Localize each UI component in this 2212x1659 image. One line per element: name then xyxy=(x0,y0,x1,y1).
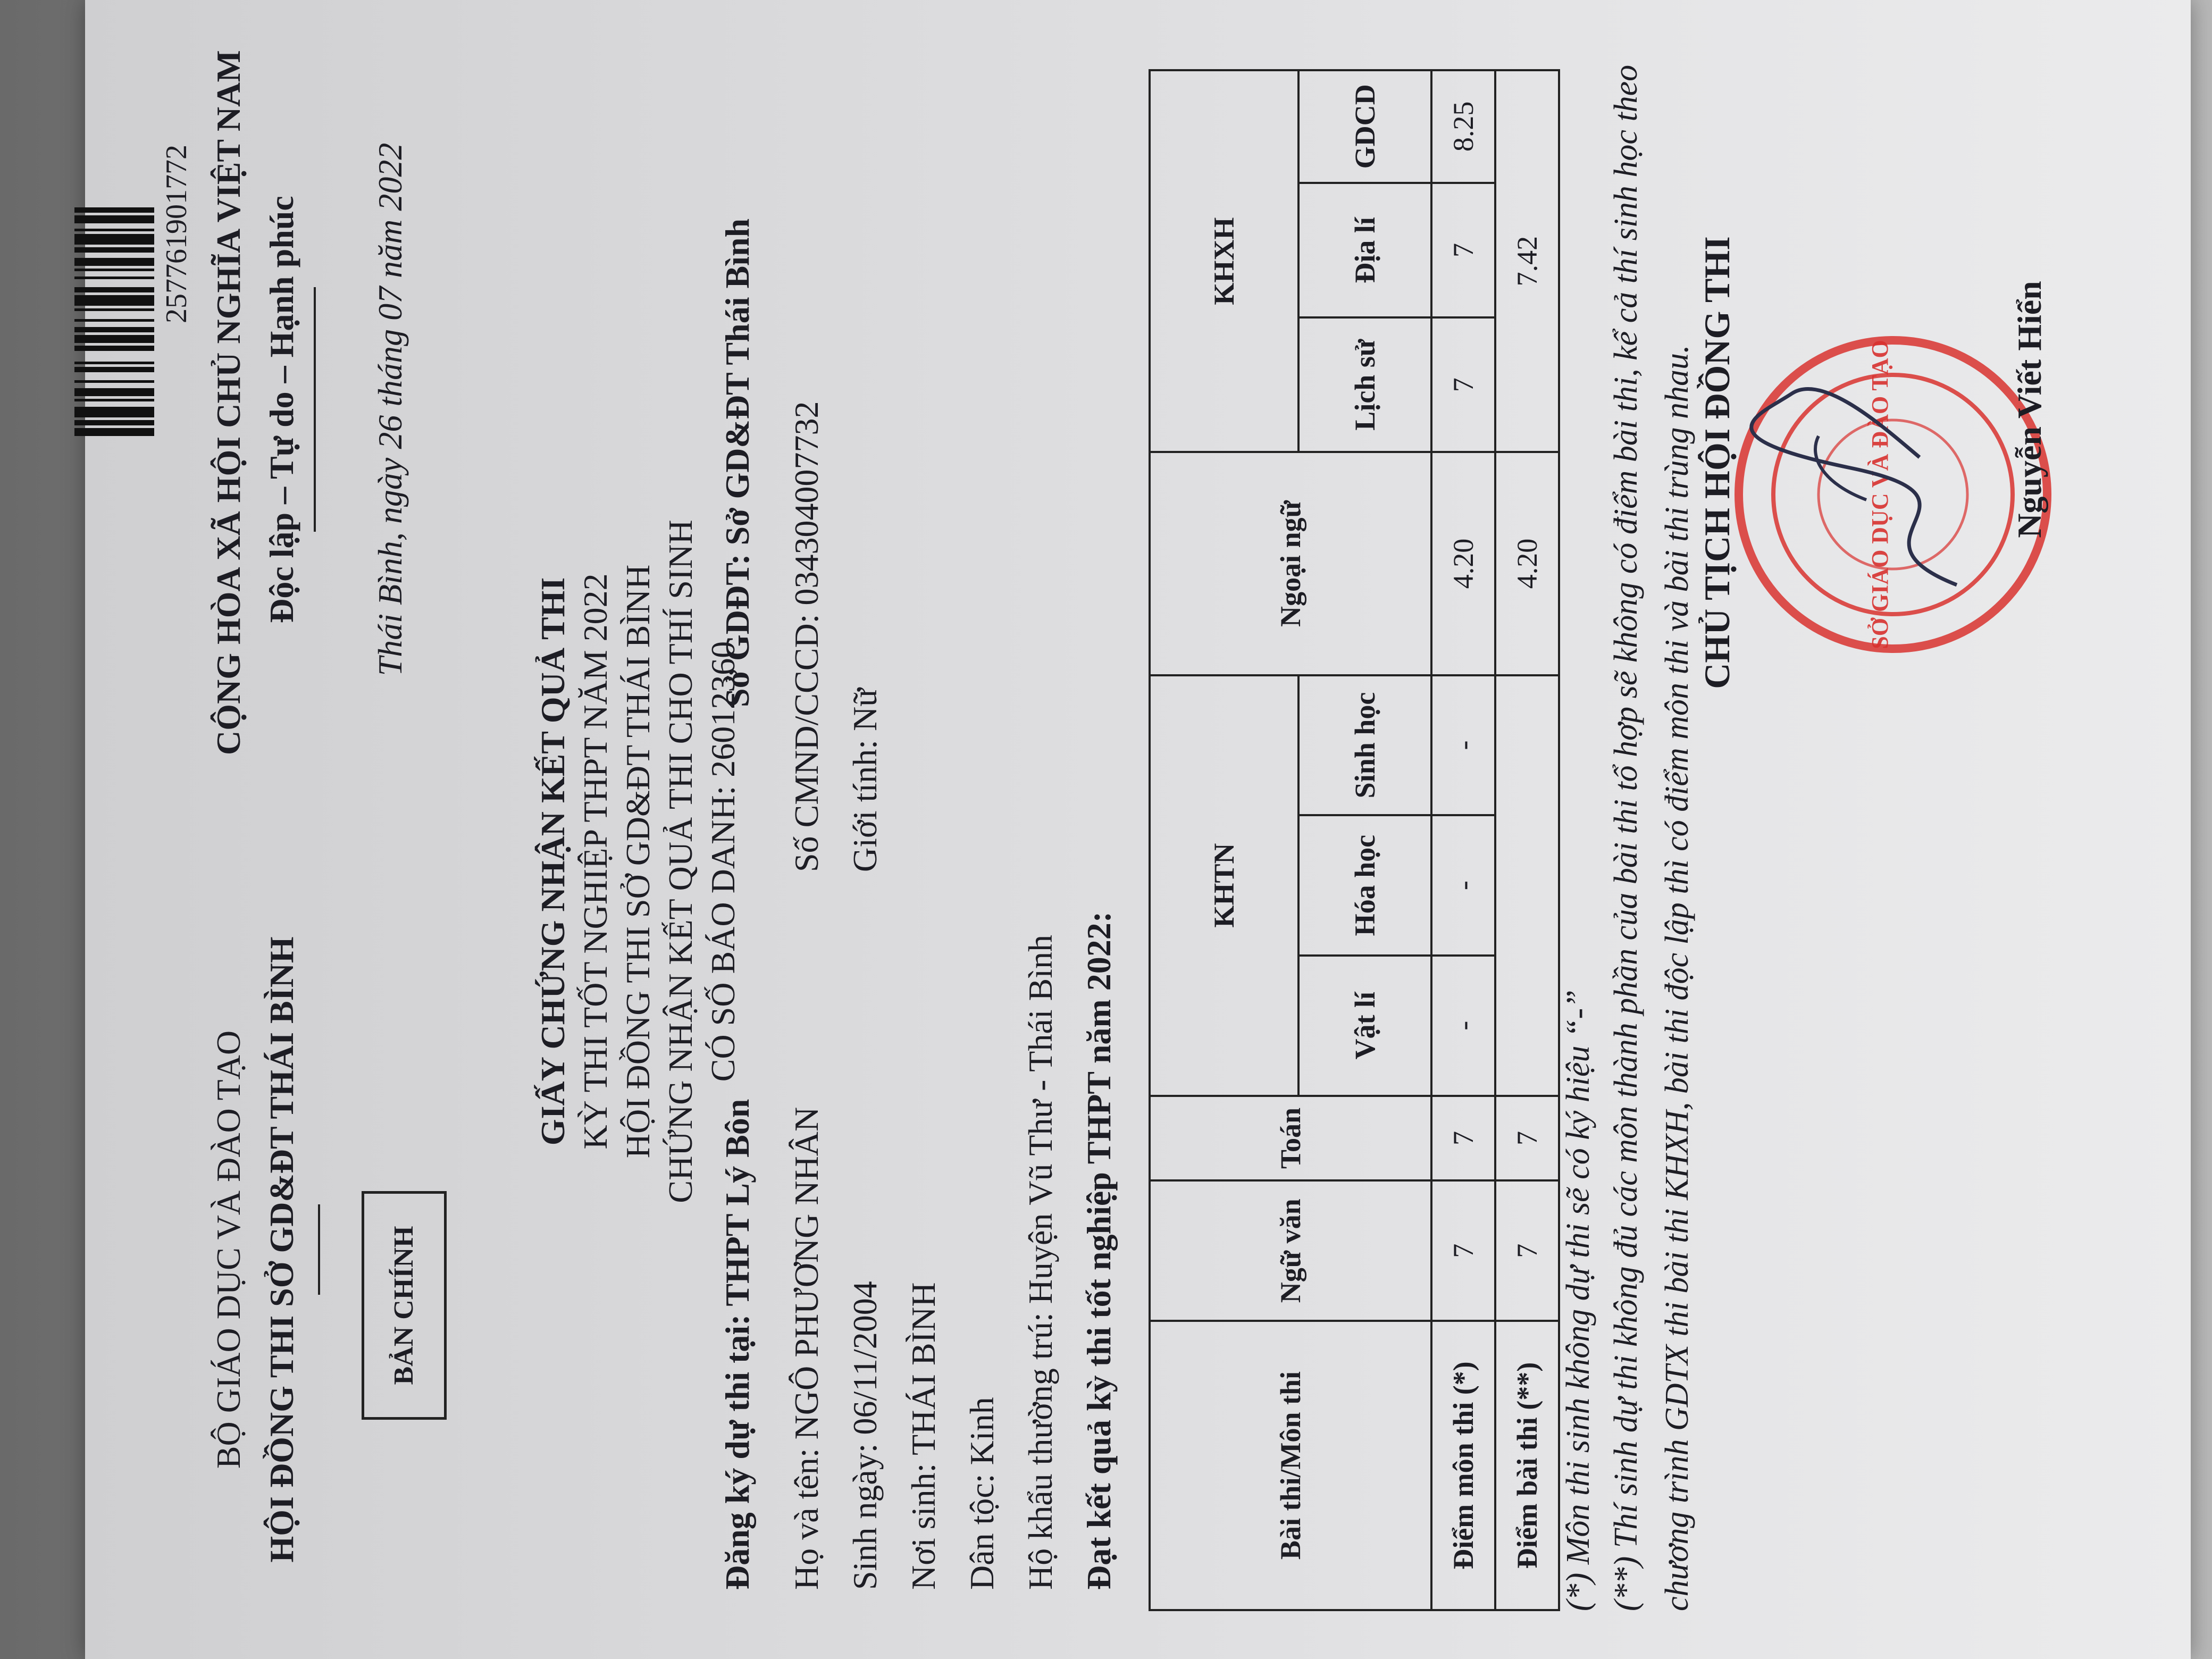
exam-name: KỲ THI TỐT NGHIỆP THPT NĂM 2022 xyxy=(576,573,614,1150)
candidate-gender: Giới tính: Nữ xyxy=(846,688,884,872)
barcode-bar xyxy=(74,351,154,362)
barcode-bar xyxy=(74,335,154,343)
barcode-bar xyxy=(74,269,154,271)
table-header-row xyxy=(1150,70,1298,1610)
barcode-bar xyxy=(74,396,154,399)
exam-site: Đăng ký dự thi tại: THPT Lý Bôn xyxy=(718,1099,756,1590)
barcode-bar xyxy=(74,417,154,420)
official-seal-icon xyxy=(1728,330,2058,659)
barcode-bar xyxy=(74,332,154,335)
ministry-name: BỘ GIÁO DỤC VÀ ĐÀO TẠO xyxy=(210,1030,247,1469)
header-right xyxy=(202,50,417,755)
seal-text: SỞ GIÁO DỤC VÀ ĐÀO TẠO xyxy=(1867,340,1893,649)
exam-score-khtn xyxy=(1495,675,1559,1096)
country-name: CỘNG HÒA XÃ HỘI CHỦ NGHĨA VIỆT NAM xyxy=(210,50,247,755)
header-geography: Địa lí xyxy=(1298,183,1431,317)
barcode-bar xyxy=(74,308,154,311)
barcode-bar xyxy=(74,215,154,223)
table-row xyxy=(1495,70,1559,1610)
candidate-id: Số CMND/CCCD: 034304007732 xyxy=(787,401,825,872)
council-name: HỘI ĐỒNG THI SỞ GD&ĐT THÁI BÌNH xyxy=(263,936,300,1563)
barcode-bar xyxy=(74,276,154,279)
barcode-bar xyxy=(74,343,154,346)
barcode-bar xyxy=(74,383,154,388)
council-line: HỘI ĐỒNG THI SỞ GD&ĐT THÁI BÌNH xyxy=(619,564,657,1159)
barcode-bar xyxy=(74,346,154,351)
motto: Độc lập – Tự do – Hạnh phúc xyxy=(263,196,300,623)
header-chemistry: Hóa học xyxy=(1298,815,1431,956)
row-label-exam-scores: Điểm bài thi (**) xyxy=(1495,1321,1559,1610)
header-literature: Ngữ văn xyxy=(1150,1180,1431,1321)
table-row xyxy=(1431,70,1495,1610)
barcode-bar xyxy=(74,279,154,287)
barcode-bar xyxy=(74,327,154,332)
score-literature: 7 xyxy=(1431,1180,1495,1321)
candidate-residence: Hộ khẩu thường trú: Huyện Vũ Thư - Thái Bình xyxy=(1021,934,1059,1590)
header-foreign-language: Ngoại ngữ xyxy=(1150,452,1431,675)
barcode-bar xyxy=(74,425,154,428)
barcode-bar xyxy=(74,362,154,364)
department: Sở GDĐT: Sở GD&ĐT Thái Bình xyxy=(718,218,756,707)
header-math: Toán xyxy=(1150,1096,1431,1181)
exam-score-foreign-language: 4.20 xyxy=(1495,452,1559,675)
barcode-bar xyxy=(74,401,154,407)
barcode-bar xyxy=(74,247,154,253)
barcode-bar xyxy=(74,292,154,295)
header-physics: Vật lí xyxy=(1298,956,1431,1096)
barcode-icon xyxy=(74,32,154,436)
divider xyxy=(314,287,316,532)
score-foreign-language: 4.20 xyxy=(1431,452,1495,675)
candidate-name: Họ và tên: NGÔ PHƯƠNG NHÂN xyxy=(787,1107,825,1590)
score-biology: - xyxy=(1431,675,1495,816)
exam-score-math: 7 xyxy=(1495,1096,1559,1181)
note-1: (*) Môn thi sinh không dự thi sẽ có ký hiệu “-” xyxy=(1560,990,1596,1611)
table-corner-header: Bài thi/Môn thi xyxy=(1150,1321,1431,1610)
score-civics: 8.25 xyxy=(1431,70,1495,183)
signature-title: CHỦ TỊCH HỘI ĐỒNG THI xyxy=(1697,236,1737,689)
score-table xyxy=(1149,69,1560,1611)
barcode-bar xyxy=(74,234,154,245)
barcode-bar xyxy=(74,388,154,396)
certify-line: CHỨNG NHẬN KẾT QUẢ THI CHO THÍ SINH xyxy=(661,520,699,1203)
barcode-bar xyxy=(74,420,154,425)
barcode-bar xyxy=(74,319,154,322)
barcode-bar xyxy=(74,207,154,213)
original-label: BẢN CHÍNH xyxy=(362,1191,447,1420)
header-history: Lịch sử xyxy=(1298,317,1431,452)
barcode-bar xyxy=(74,295,154,306)
barcode-bar xyxy=(74,266,154,269)
barcode-bar xyxy=(74,399,154,401)
barcode-bar xyxy=(74,306,154,308)
barcode-number: 257761901772 xyxy=(160,145,193,323)
candidate-dob: Sinh ngày: 06/11/2004 xyxy=(846,1281,884,1590)
barcode-bar xyxy=(74,372,154,380)
header-left xyxy=(202,936,320,1563)
note-2: (**) Thí sinh dự thi không đủ các môn thành phần của bài thi tổ hợp sẽ không có điểm bài thi, kể cả thí sinh học theo chương trình GDTX thi bài thi KHXH, bài thi độc lập thì có điểm môn thi và bài thi trùng nhau. xyxy=(1608,64,1695,1611)
barcode-bar xyxy=(74,367,154,372)
score-math: 7 xyxy=(1431,1096,1495,1181)
score-geography: 7 xyxy=(1431,183,1495,317)
candidate-ethnicity: Dân tộc: Kinh xyxy=(963,1397,1001,1590)
barcode-bar xyxy=(74,213,154,215)
barcode-bar xyxy=(74,380,154,383)
barcode-bar xyxy=(74,322,154,327)
exam-score-khxh: 7.42 xyxy=(1495,70,1559,452)
barcode-bar xyxy=(74,311,154,319)
signer-name: Nguyễn Viết Hiển xyxy=(2010,281,2048,538)
score-chemistry: - xyxy=(1431,815,1495,956)
score-history: 7 xyxy=(1431,317,1495,452)
barcode-bar xyxy=(74,253,154,258)
barcode-bar xyxy=(74,287,154,292)
title-block xyxy=(532,276,744,1446)
exam-score-literature: 7 xyxy=(1495,1180,1559,1321)
barcode-bar xyxy=(74,364,154,367)
barcode-bar xyxy=(74,271,154,276)
barcode-bar xyxy=(74,258,154,266)
results-heading: Đạt kết quả kỳ thi tốt nghiệp THPT năm 2022: xyxy=(1080,911,1118,1590)
header-civics: GDCD xyxy=(1298,70,1431,183)
signature-icon xyxy=(1752,389,1957,585)
date-line: Thái Bình, ngày 26 tháng 07 năm 2022 xyxy=(371,143,409,676)
barcode-bar xyxy=(74,407,154,417)
barcode-bar xyxy=(74,229,154,231)
barcode-bar xyxy=(74,223,154,229)
score-physics: - xyxy=(1431,956,1495,1096)
barcode-bar xyxy=(74,428,154,436)
row-label-subject-scores: Điểm môn thi (*) xyxy=(1431,1321,1495,1610)
candidate-number: CÓ SỐ BÁO DANH: 26012360 xyxy=(704,641,742,1082)
divider xyxy=(318,1204,320,1295)
barcode-bar xyxy=(74,231,154,234)
barcode-bar xyxy=(74,245,154,247)
certificate-title: GIẤY CHỨNG NHẬN KẾT QUẢ THI xyxy=(534,577,572,1146)
header-khtn: KHTN xyxy=(1150,675,1298,1096)
header-biology: Sinh học xyxy=(1298,675,1431,816)
candidate-birthplace: Nơi sinh: THÁI BÌNH xyxy=(904,1282,942,1590)
header-khxh: KHXH xyxy=(1150,70,1298,452)
